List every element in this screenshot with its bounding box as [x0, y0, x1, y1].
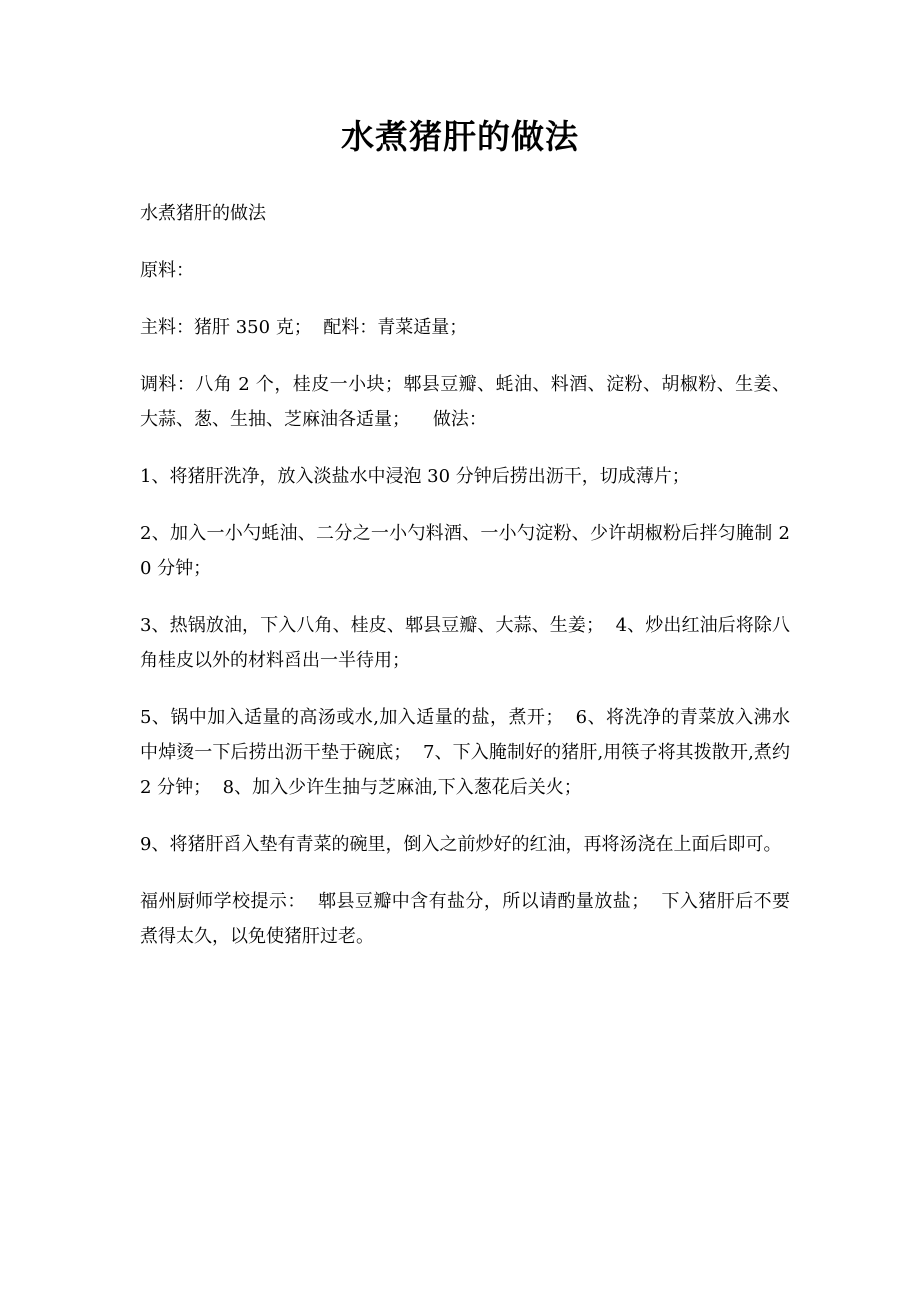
- paragraph-step-3-4: 3、热锅放油，下入八角、桂皮、郫县豆瓣、大蒜、生姜； 4、炒出红油后将除八角桂皮以外的材料舀出一半待用；: [140, 615, 790, 671]
- paragraph-step-9: 9、将猪肝舀入垫有青菜的碗里，倒入之前炒好的红油，再将汤浇在上面后即可。: [140, 834, 782, 855]
- paragraph-seasonings: 调料：八角 2 个，桂皮一小块；郫县豆瓣、蚝油、料酒、淀粉、胡椒粉、生姜、大蒜、葱、生抽、芝麻油各适量； 做法：: [140, 374, 790, 430]
- page-title: 水煮猪肝的做法: [341, 117, 579, 156]
- document-body: [140, 196, 796, 976]
- paragraph-step-5-8: 5、锅中加入适量的高汤或水,加入适量的盐，煮开； 6、将洗净的青菜放入沸水中焯烫一下后捞出沥干垫于碗底； 7、下入腌制好的猪肝,用筷子将其拨散开,煮约 2 分钟； 8、加入少许生抽与芝麻油,下入葱花后关火；: [140, 707, 796, 798]
- paragraph-subtitle: 水煮猪肝的做法: [140, 203, 266, 224]
- paragraph-step-1: 1、将猪肝洗净，放入淡盐水中浸泡 30 分钟后捞出沥干，切成薄片；: [140, 466, 690, 487]
- paragraph-tips: 福州厨师学校提示： 郫县豆瓣中含有盐分，所以请酌量放盐； 下入猪肝后不要煮得太久，以免使猪肝过老。: [140, 891, 790, 947]
- paragraph-ingredients-heading: 原料：: [140, 260, 194, 281]
- paragraph-step-2: 2、加入一小勺蚝油、二分之一小勺料酒、一小勺淀粉、少许胡椒粉后拌匀腌制 20 分钟；: [140, 523, 790, 579]
- paragraph-main-ingredients: 主料：猪肝 350 克； 配料：青菜适量；: [140, 317, 468, 338]
